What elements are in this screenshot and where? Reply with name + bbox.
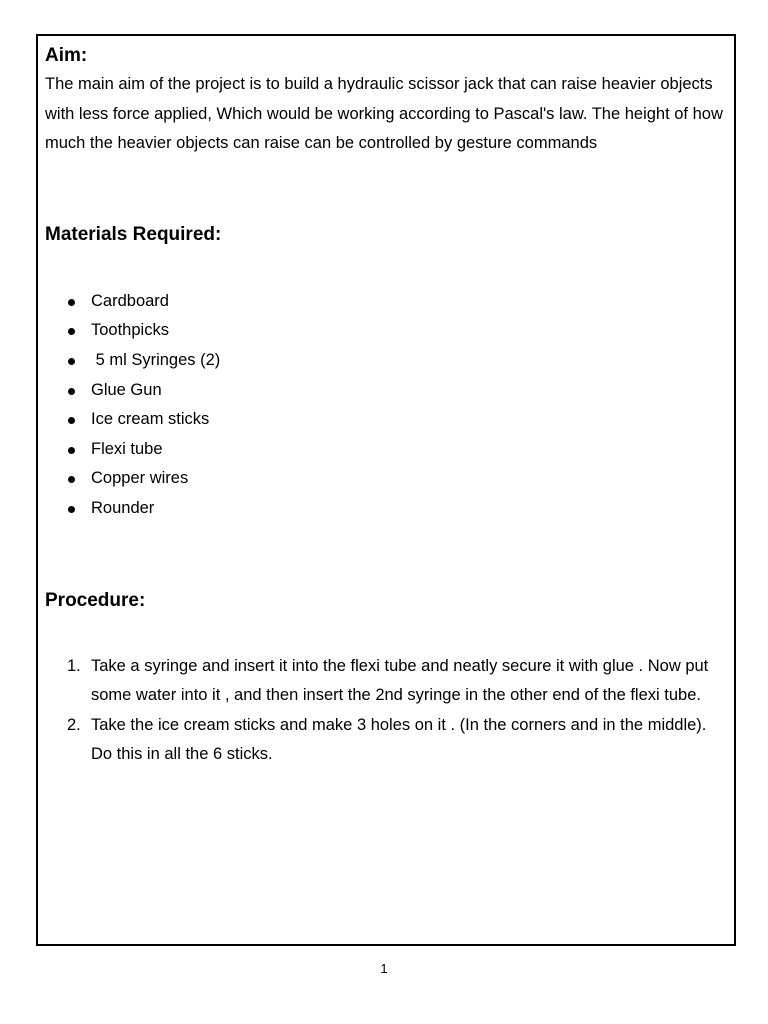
procedure-step: [45, 711, 724, 770]
material-label: Rounder: [91, 498, 155, 517]
bullet-icon: [68, 476, 75, 483]
list-item: [45, 376, 724, 406]
materials-list: [45, 287, 724, 524]
material-label: Flexi tube: [91, 439, 163, 458]
procedure-step: [45, 652, 724, 711]
material-label: Copper wires: [91, 469, 189, 488]
step-text: Take the ice cream sticks and make 3 holes on it . (In the corners and in the middle). Do this in all the 6 sticks.: [91, 715, 707, 764]
list-item: [45, 346, 724, 376]
material-label: 5 ml Syringes (2): [91, 350, 221, 369]
list-item: [45, 287, 724, 317]
procedure-heading: Procedure:: [45, 589, 146, 611]
material-label: Ice cream sticks: [91, 410, 210, 429]
bullet-icon: [68, 417, 75, 424]
list-item: [45, 494, 724, 524]
aim-heading: Aim:: [45, 45, 88, 66]
bullet-icon: [68, 328, 75, 335]
bullet-icon: [68, 447, 75, 454]
bullet-icon: [68, 388, 75, 395]
list-item: [45, 316, 724, 346]
bullet-icon: [68, 506, 75, 513]
material-label: Glue Gun: [91, 380, 162, 399]
bullet-icon: [68, 358, 75, 365]
list-item: [45, 405, 724, 435]
step-number: 1.: [67, 656, 81, 675]
bullet-icon: [68, 299, 75, 306]
procedure-steps: [45, 652, 724, 770]
page-border: [36, 34, 736, 946]
step-text: Take a syringe and insert it into the flexi tube and neatly secure it with glue . Now put some water into it , and then insert the 2nd syringe in the other end of the flexi tube.: [91, 656, 709, 705]
list-item: [45, 464, 724, 494]
material-label: Cardboard: [91, 291, 169, 310]
list-item: [45, 435, 724, 465]
document-content: [45, 42, 724, 770]
step-number: 2.: [67, 715, 81, 734]
material-label: Toothpicks: [91, 321, 169, 340]
page-number: 1: [380, 961, 388, 976]
aim-paragraph: The main aim of the project is to build a hydraulic scissor jack that can raise heavier objects with less force applied, Which would be working according to Pascal's law. The height of how much the heavier objects can raise can be controlled by gesture commands: [45, 75, 723, 153]
materials-heading: Materials Required:: [45, 223, 222, 245]
